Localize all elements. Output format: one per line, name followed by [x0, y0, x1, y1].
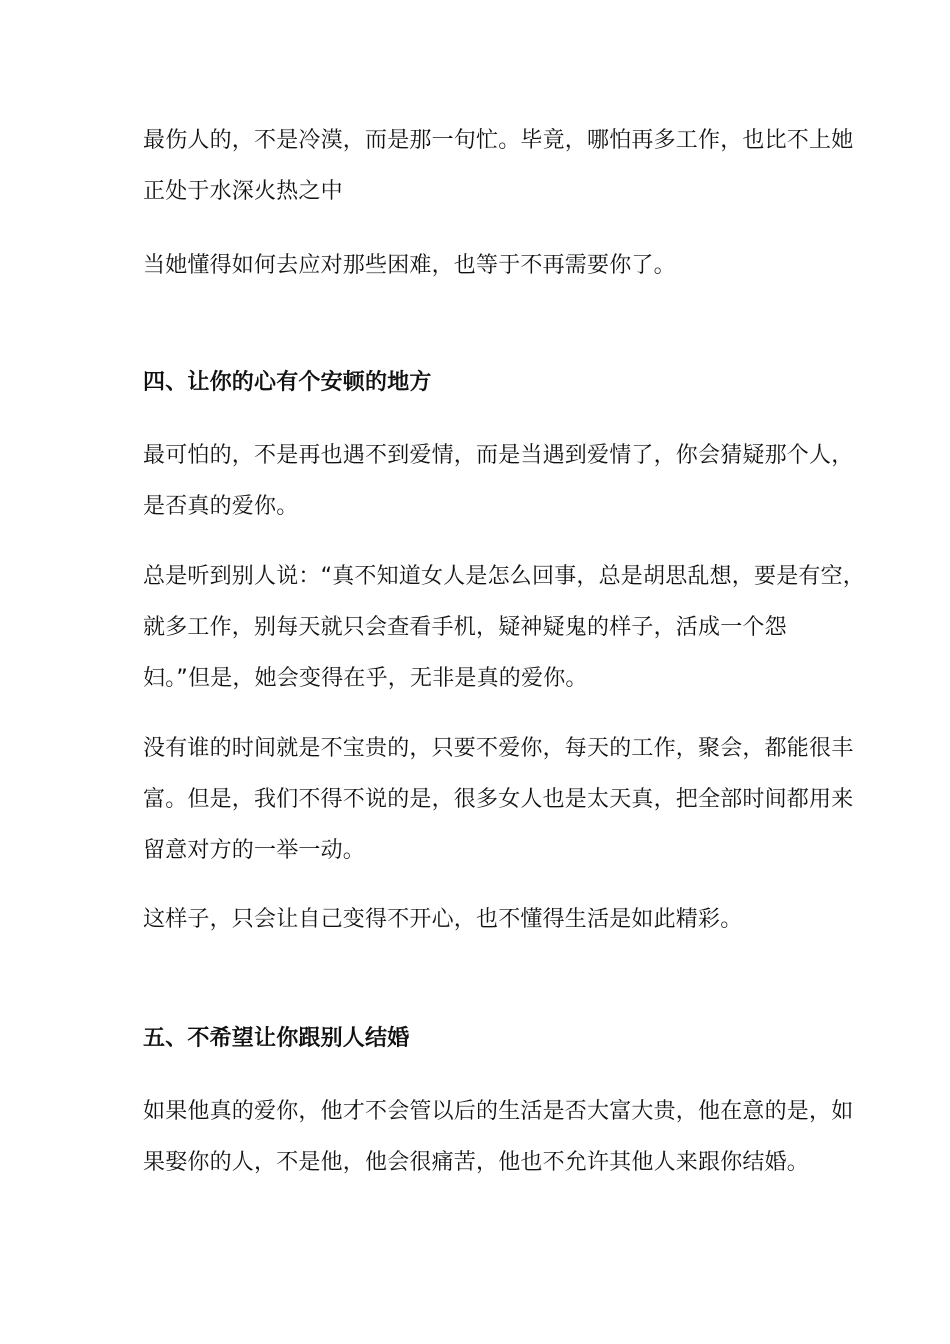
paragraph-line: 最可怕的，不是再也遇不到爱情，而是当遇到爱情了，你会猜疑那个人， [143, 443, 854, 468]
paragraph-4 [143, 551, 865, 704]
paragraph-1 [143, 115, 854, 217]
paragraph-2 [143, 240, 833, 291]
paragraph-line: 最伤人的，不是冷漠，而是那一句忙。毕竟，哪怕再多工作，也比不上她 [143, 128, 854, 153]
paragraph-line: 富。但是，我们不得不说的是，很多女人也是太天真，把全部时间都用来 [143, 787, 854, 812]
paragraph-line: 留意对方的一举一动。 [143, 838, 366, 863]
paragraph-6 [143, 894, 833, 945]
section-heading-4: 四、让你的心有个安顿的地方 [143, 370, 432, 395]
paragraph-3 [143, 430, 854, 532]
paragraph-line: 就多工作，别每天就只会查看手机，疑神疑鬼的样子，活成一个怨 [143, 615, 787, 640]
paragraph-line: 是否真的爱你。 [143, 494, 299, 519]
paragraph-5 [143, 723, 854, 876]
paragraph-line: 没有谁的时间就是不宝贵的，只要不爱你，每天的工作，聚会，都能很丰 [143, 736, 854, 761]
section-heading-5: 五、不希望让你跟别人结婚 [143, 1026, 410, 1051]
paragraph-line: 妇。”但是，她会变得在乎，无非是真的爱你。 [143, 666, 588, 691]
paragraph-line: 正处于水深火热之中 [143, 179, 343, 204]
paragraph-line: 果娶你的人，不是他，他会很痛苦，他也不允许其他人来跟你结婚。 [143, 1150, 810, 1175]
paragraph-line: 如果他真的爱你，他才不会管以后的生活是否大富大贵，他在意的是，如 [143, 1099, 854, 1124]
paragraph-line: 当她懂得如何去应对那些困难，也等于不再需要你了。 [143, 253, 676, 278]
paragraph-line: 这样子，只会让自己变得不开心，也不懂得生活是如此精彩。 [143, 907, 743, 932]
paragraph-7 [143, 1086, 854, 1188]
paragraph-line: 总是听到别人说：“真不知道女人是怎么回事，总是胡思乱想，要是有空， [143, 564, 865, 589]
